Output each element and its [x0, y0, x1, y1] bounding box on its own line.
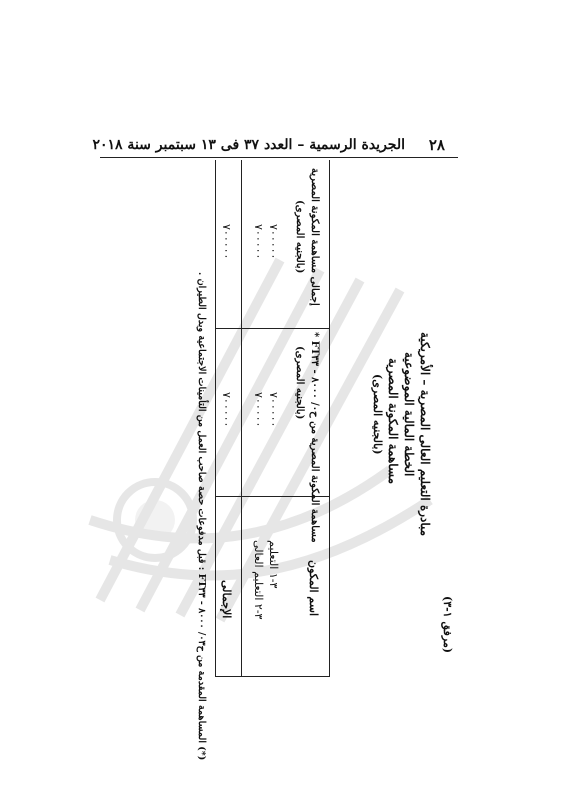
- total-total: ٧٠٠٠٠٠: [220, 224, 233, 260]
- table-bottom: [215, 676, 330, 677]
- table-col-divider-1: [215, 328, 330, 329]
- table-border-right: [329, 160, 330, 676]
- page-number: ٢٨: [428, 136, 445, 154]
- col-header-total-unit: (بالجنيه المصرى): [294, 200, 305, 274]
- total-label: الإجمالى: [220, 580, 233, 619]
- page-header: [92, 136, 455, 158]
- intro-line-2: الخطة المالية الموضوعية: [402, 352, 416, 477]
- row-1-contribution: ٧٠٠٠٠٠: [267, 392, 280, 428]
- total-contribution: ٧٠٠٠٠٠: [220, 392, 233, 428]
- intro-line-1: مبادرة التعليم العالى المصرية – الأمريكية: [418, 332, 432, 537]
- row-1-name: ٣-١ التعليم: [267, 540, 280, 589]
- header-rule: [100, 157, 458, 158]
- col-header-total: إجمالى مساهمة المكونة المصرية: [309, 168, 320, 306]
- col-header-component: اسم المكون: [307, 560, 320, 617]
- intro-line-4: (بالجنيه المصرى): [371, 374, 384, 455]
- row-2-total: ٧٠٠٠٠٠: [252, 224, 265, 260]
- footnote: (*) المساهمة المقدمة من ح٠٣/ ٨٠٠٠ - FT٣٣ : قبل مدفوعات حصة صاحب العمل من التأمينات الاجتماعية وبدل الطيران .: [196, 272, 207, 761]
- attachment-label: (مرفق ١-٣): [441, 596, 454, 654]
- table-divider: [241, 160, 242, 676]
- col-header-contribution: مساهمة المكونة المصرية من ح٠/ ٨٠٠٠ - FT٣٣ *: [309, 332, 320, 543]
- table-border-left: [215, 160, 216, 676]
- intro-line-3: مساهمة المكونة المصرية: [386, 358, 400, 485]
- row-1-total: ٧٠٠٠٠٠: [267, 224, 280, 260]
- col-header-contribution-unit: (بالجنيه المصرى): [294, 346, 305, 420]
- row-2-name: ٣-٢ التعليم العالى: [252, 540, 265, 620]
- gazette-title: الجريدة الرسمية – العدد ٣٧ فى ١٣ سبتمبر سنة ٢٠١٨: [92, 137, 405, 153]
- row-2-contribution: ٧٠٠٠٠٠: [252, 392, 265, 428]
